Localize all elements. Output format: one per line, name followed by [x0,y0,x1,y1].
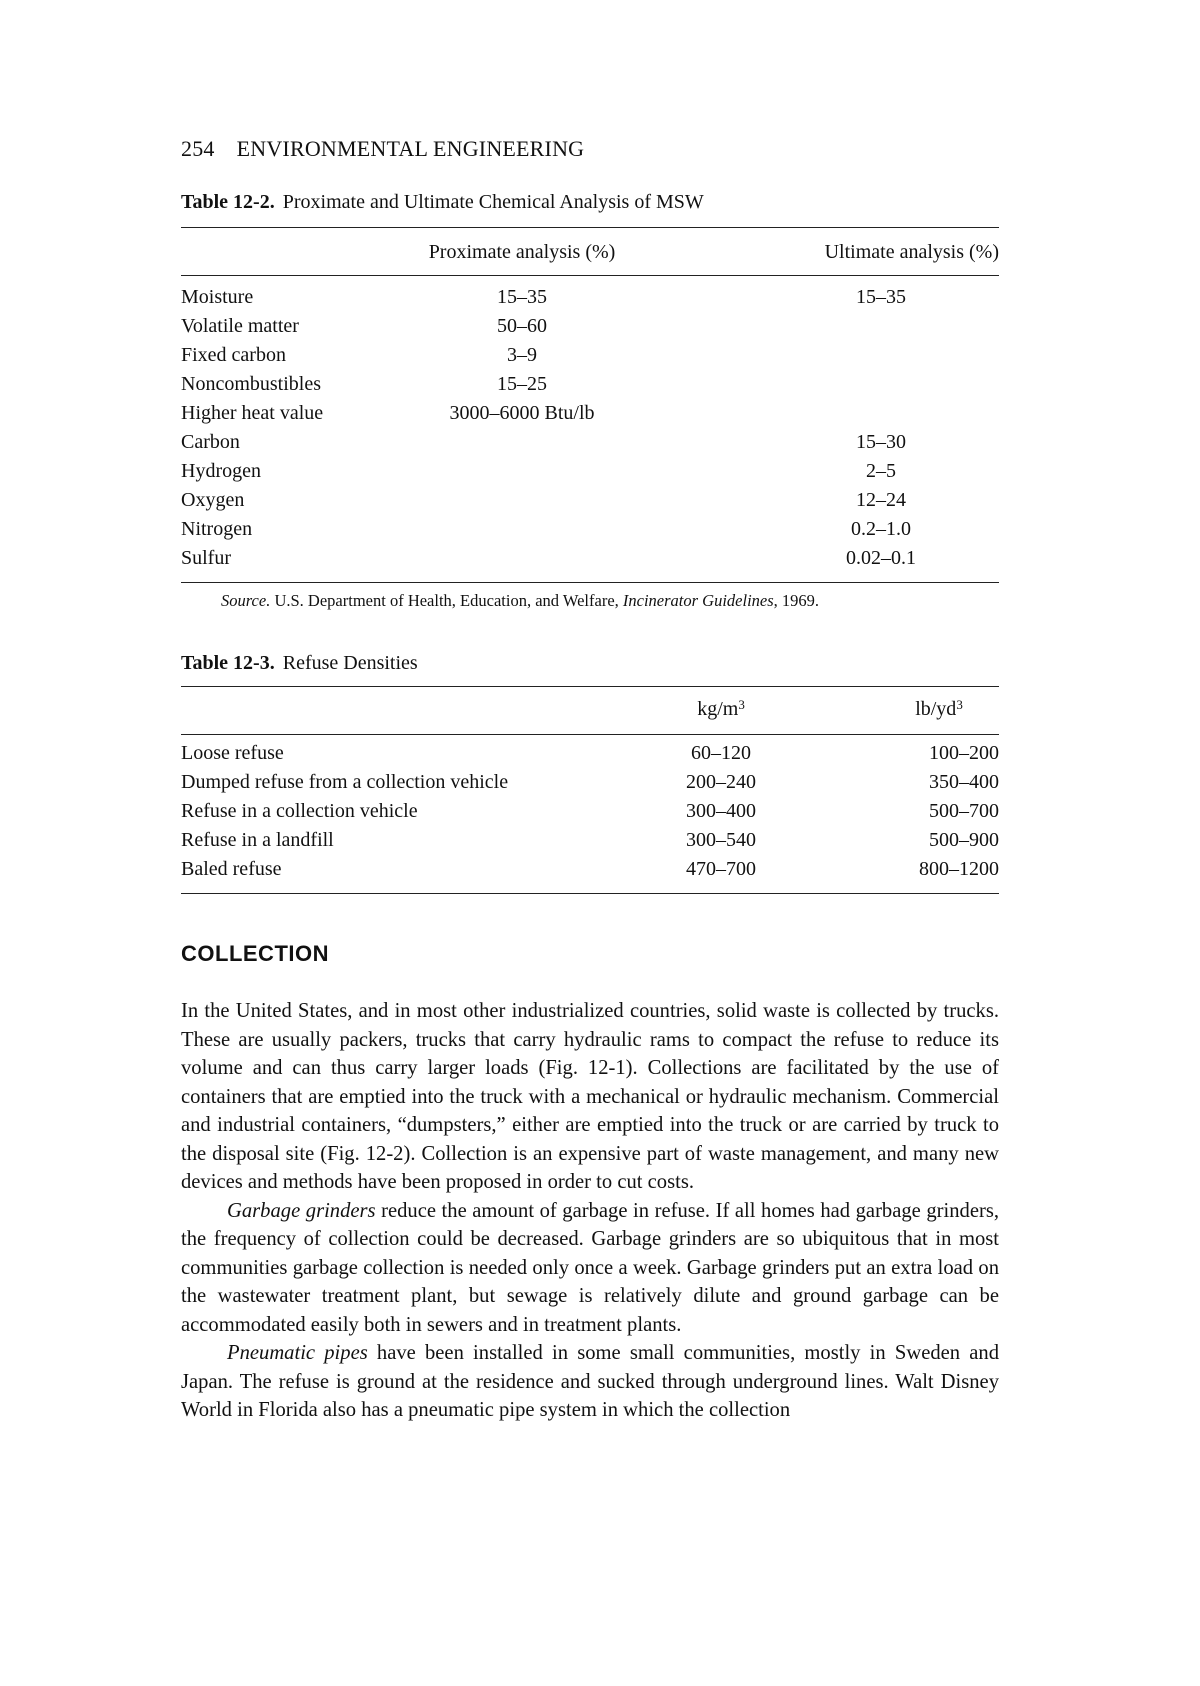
section-heading: COLLECTION [181,941,329,966]
table-12-2-header-rule [181,275,999,276]
table-cell-lb: 500–700 [929,800,999,822]
table-cell-kg: 300–540 [686,829,756,851]
table-cell-kg: 300–400 [686,800,756,822]
table-cell-kg: 60–120 [691,742,751,764]
paragraph-3 [181,1339,999,1425]
running-head-title: ENVIRONMENTAL ENGINEERING [236,136,585,161]
header-lb-exponent: 3 [956,697,963,712]
table-12-3-caption [181,652,418,675]
table-12-2-header-ultimate: Ultimate analysis (%) [824,241,999,263]
table-12-3-bottom-rule [181,893,999,894]
table-12-3-top-rule [181,686,999,687]
paragraph-3-text: have been installed in some small communities, mostly in Sweden and Japan. The refuse is ground at the residence and sucked through underground lines. Walt Disney World in Florida also has a pneumatic pipe system in which the collection [181,1342,999,1421]
paragraph-2-text: reduce the amount of garbage in refuse. If all homes had garbage grinders, the frequency of collection could be decreased. Garbage grinders are so ubiquitous that in most communities garbage collection is needed only once a week. Garbage grinders put an extra load on the wastewater treatment plant, but sewage is relatively dilute and ground garbage can be accommodated easily both in sewers and in treatment plants. [181,1199,999,1336]
table-12-3-header-lb [915,697,963,721]
table-cell-lb: 500–900 [929,829,999,851]
table-row-name: Fixed carbon [181,344,286,366]
table-row-name: Loose refuse [181,742,284,764]
term-pneumatic-pipes: Pneumatic pipes [227,1342,368,1364]
page-number: 254 [181,136,215,161]
table-12-2-header-proximate: Proximate analysis (%) [428,241,616,263]
table-12-2-top-rule [181,227,999,228]
table-12-2-label: Table 12-2. [181,191,275,213]
table-row-name: Volatile matter [181,315,299,337]
table-row-name: Carbon [181,431,240,453]
source-year: , 1969. [773,591,820,610]
table-12-2-bottom-rule [181,582,999,583]
table-row-name: Refuse in a collection vehicle [181,800,418,822]
table-cell-proximate: 50–60 [497,315,547,337]
running-head [181,136,584,162]
table-cell-kg: 470–700 [686,858,756,880]
table-row-name: Dumped refuse from a collection vehicle [181,771,509,793]
table-row-name: Noncombustibles [181,373,321,395]
table-cell-ultimate: 12–24 [856,489,906,511]
table-row-name: Higher heat value [181,402,324,424]
paragraph-2 [181,1197,999,1340]
table-row-name: Hydrogen [181,460,261,482]
table-cell-proximate: 15–35 [497,286,547,308]
table-row-name: Oxygen [181,489,245,511]
table-row-name: Sulfur [181,547,231,569]
table-12-2-title: Proximate and Ultimate Chemical Analysis of MSW [282,191,704,213]
header-kg-exponent: 3 [738,697,745,712]
table-cell-proximate: 3000–6000 Btu/lb [449,402,595,424]
paragraph-1: In the United States, and in most other industrialized countries, solid waste is collected by trucks. These are usually packers, trucks that carry hydraulic rams to compact the refuse to reduce its volume and can thus carry larger loads (Fig. 12-1). Collections are facilitated by the use of containers that are emptied into the truck with a mechanical or hydraulic mechanism. Commercial and industrial containers, “dumpsters,” either are emptied into the truck or are carried by truck to the disposal site (Fig. 12-2). Collection is an expensive part of waste management, and many new devices and methods have been proposed in order to cut costs. [181,1000,999,1193]
table-12-3-header-rule [181,734,999,735]
table-row-name: Moisture [181,286,254,308]
table-12-2-source-note [221,591,819,611]
table-row-name: Nitrogen [181,518,253,540]
table-cell-ultimate: 0.02–0.1 [846,547,916,569]
source-title: Incinerator Guidelines [622,591,774,610]
source-text: U.S. Department of Health, Education, and Welfare, [274,591,619,610]
table-cell-lb: 350–400 [929,771,999,793]
table-cell-ultimate: 2–5 [866,460,896,482]
term-garbage-grinders: Garbage grinders [227,1199,376,1222]
table-cell-proximate: 3–9 [507,344,537,366]
table-12-2-caption [181,191,704,214]
table-cell-ultimate: 15–35 [856,286,906,308]
header-lb-unit: lb/yd [915,698,957,720]
body-text [181,997,999,1425]
table-cell-ultimate: 0.2–1.0 [851,518,911,540]
header-kg-unit: kg/m [697,698,739,720]
table-cell-lb: 800–1200 [919,858,999,880]
table-12-3-title: Refuse Densities [282,652,418,674]
source-label: Source. [221,591,271,610]
table-12-3-header-kg [697,697,745,721]
table-cell-kg: 200–240 [686,771,756,793]
table-row-name: Refuse in a landfill [181,829,334,851]
table-12-3-label: Table 12-3. [181,652,275,674]
table-cell-proximate: 15–25 [497,373,547,395]
table-row-name: Baled refuse [181,858,282,880]
table-cell-ultimate: 15–30 [856,431,906,453]
table-cell-lb: 100–200 [929,742,999,764]
